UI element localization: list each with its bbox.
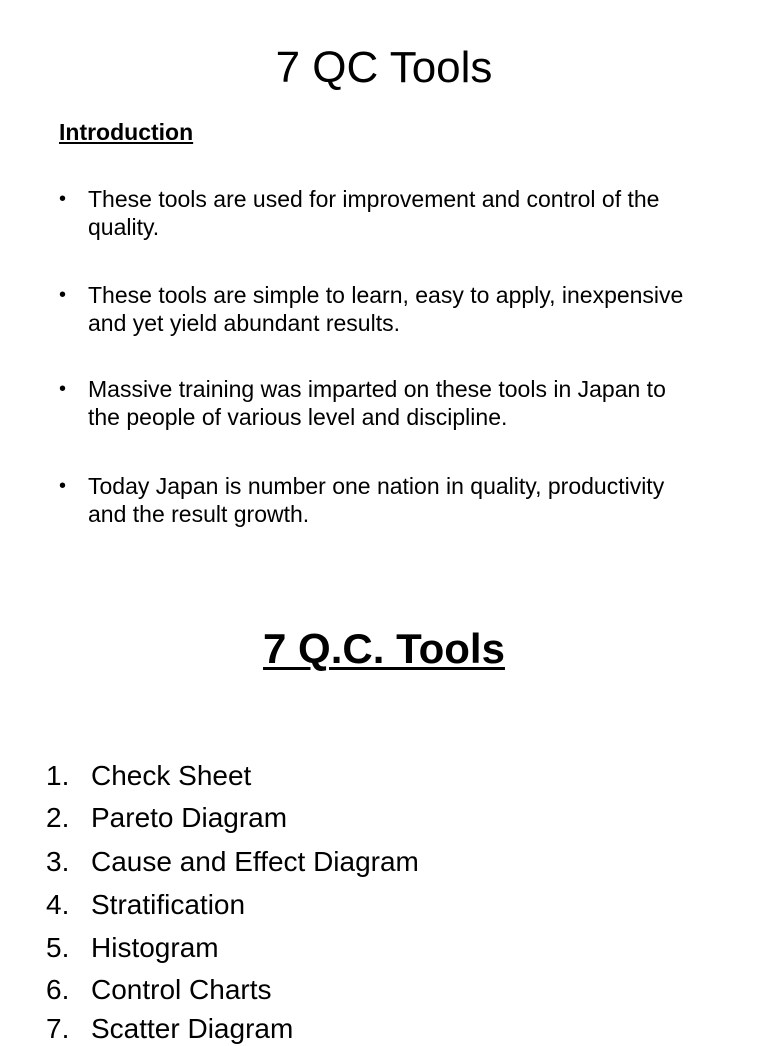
bullet-text: These tools are used for improvement and control of the quality.	[88, 186, 660, 240]
page-title: 7 QC Tools	[275, 43, 493, 92]
list-item-number: 3.	[46, 846, 70, 877]
list-item	[46, 1012, 726, 1046]
section-heading-text: 7 Q.C. Tools	[263, 625, 505, 672]
bullet-item	[59, 472, 699, 528]
bullet-icon: •	[59, 284, 67, 306]
list-item-label: Stratification	[91, 889, 246, 920]
list-item	[46, 888, 726, 922]
bullet-icon: •	[59, 378, 67, 400]
bullet-item	[59, 185, 699, 241]
list-item-number: 4.	[46, 889, 70, 920]
introduction-heading: Introduction	[59, 119, 194, 145]
list-item-label: Histogram	[91, 932, 219, 963]
list-item-number: 6.	[46, 974, 70, 1005]
list-item-number: 1.	[46, 760, 70, 791]
list-item-label: Check Sheet	[91, 760, 252, 791]
bullet-text: These tools are simple to learn, easy to apply, inexpensive and yet yield abundant results.	[88, 282, 684, 336]
bullet-item	[59, 375, 699, 431]
section-heading	[0, 624, 768, 674]
bullet-icon: •	[59, 475, 67, 497]
list-item-label: Scatter Diagram	[91, 1013, 294, 1044]
list-item-label: Cause and Effect Diagram	[91, 846, 419, 877]
list-item	[46, 801, 726, 835]
bullet-text: Massive training was imparted on these tools in Japan to the people of various level and discipline.	[88, 376, 666, 430]
list-item	[46, 973, 726, 1007]
list-item	[46, 759, 726, 793]
list-item	[46, 845, 726, 879]
list-item-number: 2.	[46, 802, 70, 833]
list-item-label: Pareto Diagram	[91, 802, 288, 833]
list-item-label: Control Charts	[91, 974, 272, 1005]
bullet-icon: •	[59, 188, 67, 210]
list-item-number: 7.	[46, 1013, 70, 1044]
list-item-number: 5.	[46, 932, 70, 963]
list-item	[46, 931, 726, 965]
bullet-item	[59, 281, 699, 337]
bullet-text: Today Japan is number one nation in quality, productivity and the result growth.	[88, 473, 665, 527]
